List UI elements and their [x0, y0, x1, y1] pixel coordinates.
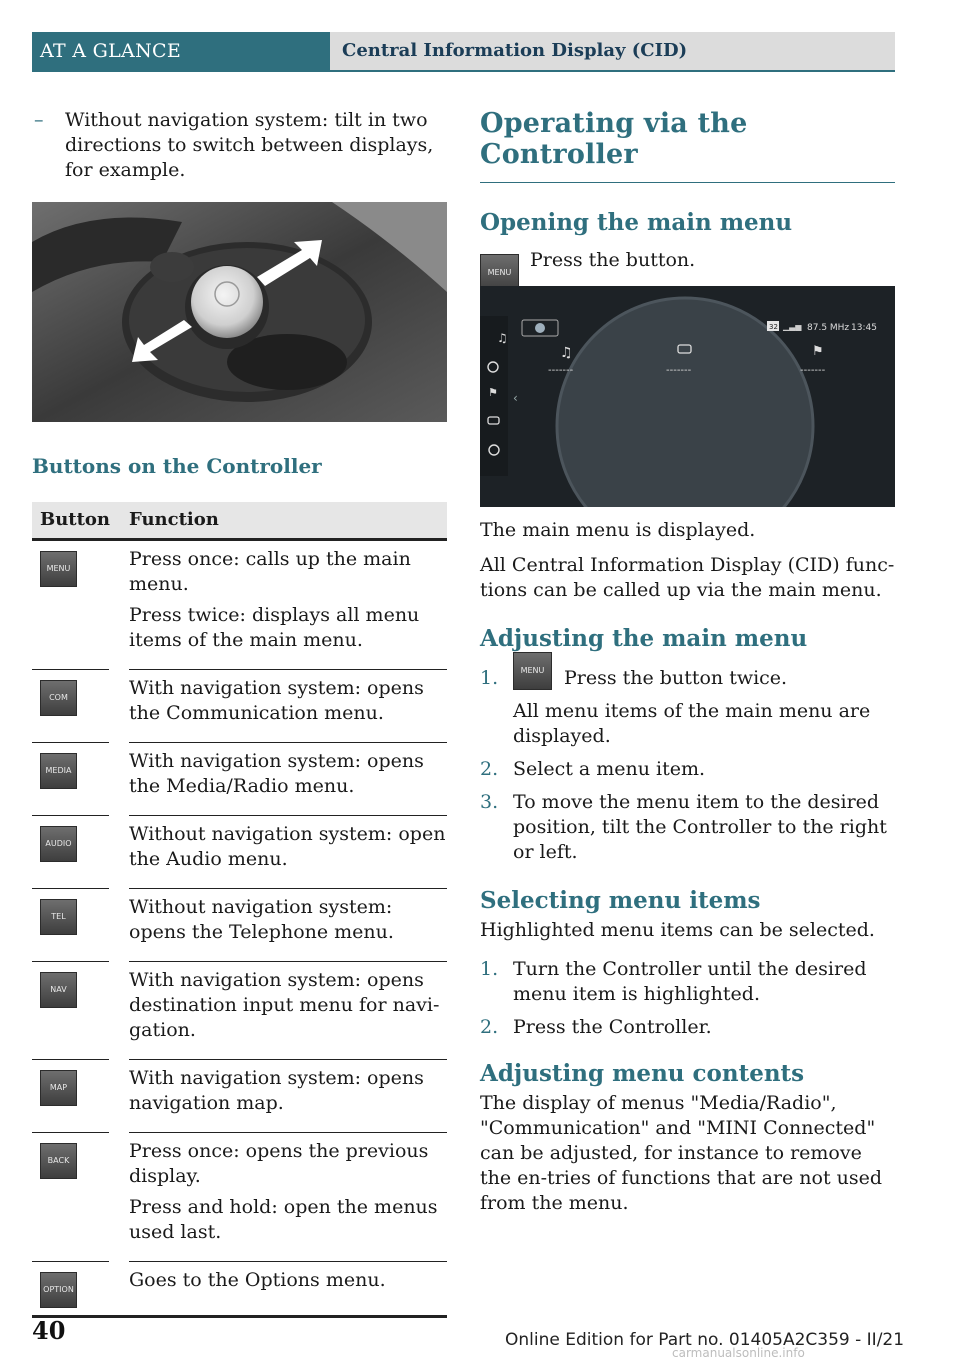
selecting-heading: Selecting menu items — [480, 887, 761, 914]
col-header-button: Button — [40, 509, 111, 530]
table-row — [32, 889, 447, 961]
step-text: Press the button twice. — [564, 667, 788, 689]
opening-heading: Opening the main menu — [480, 209, 793, 236]
dash-list-item — [32, 108, 447, 183]
dash-item-text: Without navigation system: tilt in two directions to switch between displays, for example. — [65, 109, 434, 181]
step-text: To move the menu item to the desired position, tilt the Controller to the right or left. — [513, 791, 887, 863]
buttons-heading — [32, 454, 322, 478]
dash-bullet: – — [34, 109, 44, 131]
flag-icon: ⚑ — [488, 386, 498, 399]
step-number: 2. — [480, 758, 499, 780]
table-row — [32, 743, 447, 815]
function-text: With navigation system: opens the Communication menu. — [129, 677, 424, 724]
nav-button-icon: NAV — [40, 972, 77, 1008]
option-button-icon: OPTION — [40, 1272, 77, 1308]
main-menu-screen — [480, 286, 895, 507]
step-text: Press the Controller. — [513, 1016, 712, 1038]
media-button-icon: MEDIA — [40, 753, 77, 789]
list-item — [480, 1015, 895, 1040]
controller-photo — [32, 202, 447, 422]
step-number: 3. — [480, 791, 499, 813]
after-screen-text: The main menu is displayed. — [480, 519, 756, 541]
function-text: With navigation system: opens navigation map. — [129, 1067, 424, 1114]
list-item — [480, 757, 895, 782]
table-row — [32, 541, 447, 669]
buttons-heading-text: Buttons on the Controller — [32, 454, 322, 478]
table-row — [32, 1133, 447, 1261]
after-screen-text: All Central Information Display (CID) func‐tions can be called up via the main menu. — [480, 554, 895, 601]
music-icon: ♫ — [560, 345, 573, 361]
clock-time: 13:45 — [851, 323, 877, 333]
right-column — [480, 108, 895, 292]
function-text: With navigation system: opens the Media/Radio menu. — [129, 750, 424, 797]
contents-heading: Adjusting menu contents — [480, 1060, 805, 1087]
main-menu-display — [480, 286, 895, 507]
left-column — [32, 108, 447, 183]
controller-illustration — [32, 202, 447, 422]
function-text: With navigation system: opens destination input menu for navi‐gation. — [129, 969, 440, 1041]
selecting-steps — [480, 957, 895, 1040]
function-text: Goes to the Options menu. — [129, 1269, 386, 1291]
step-number: 1. — [480, 667, 499, 689]
audio-button-icon: AUDIO — [40, 826, 77, 862]
music-icon: ♫ — [497, 331, 508, 345]
table-header-row — [32, 502, 447, 541]
table-bottom-rule — [32, 1315, 447, 1318]
menu-item-placeholder: ------- — [666, 365, 692, 376]
list-item — [480, 790, 895, 865]
step-number: 2. — [480, 1016, 499, 1038]
table-row — [32, 816, 447, 888]
signal-icon: ▁▃▅ — [783, 322, 802, 331]
table-row — [32, 670, 447, 742]
menu-item-placeholder: ------- — [548, 365, 574, 376]
function-text: Without navigation system: opens the Telephone menu. — [129, 896, 394, 943]
menu-item-placeholder: ------- — [800, 365, 826, 376]
selecting-intro: Highlighted menu items can be selected. — [480, 919, 875, 941]
menu-button-icon: MENU — [513, 652, 552, 690]
status-badge: 32 — [769, 323, 778, 331]
step-text: Turn the Controller until the desired menu item is highlighted. — [513, 958, 867, 1005]
table-row — [32, 1262, 447, 1309]
opening-text: Press the button. — [530, 249, 696, 271]
right-column-lower — [480, 518, 895, 1216]
page-header — [32, 32, 895, 70]
radio-frequency: 87.5 MHz — [807, 323, 850, 333]
watermark: carmanualsonline.info — [672, 1346, 805, 1360]
function-text: Press once: calls up the main menu. — [129, 548, 411, 595]
function-text: Press twice: displays all menu items of the main menu. — [129, 604, 420, 651]
col-header-function: Function — [129, 509, 219, 530]
contents-text: The display of menus "Media/Radio", "Communication" and "MINI Connected" can be adjusted, for instance to remove the en‐tries of functions that are not used from the menu. — [480, 1092, 883, 1214]
chevron-left-icon: ‹ — [513, 391, 518, 405]
buttons-table — [32, 502, 447, 1318]
list-item — [480, 666, 895, 749]
map-button-icon: MAP — [40, 1070, 77, 1106]
section-title: Operating via the Controller — [480, 108, 895, 183]
header-section: AT A GLANCE — [32, 32, 330, 70]
adjusting-heading: Adjusting the main menu — [480, 625, 808, 652]
edition-text: Online Edition for Part no. 01405A2C359 - II/21 — [505, 1330, 905, 1350]
adjusting-steps — [480, 666, 895, 865]
table-row — [32, 1060, 447, 1132]
flag-icon: ⚑ — [812, 344, 824, 359]
back-button-icon: BACK — [40, 1143, 77, 1179]
tel-button-icon: TEL — [40, 899, 77, 935]
list-item — [480, 957, 895, 1007]
step-text: Select a menu item. — [513, 758, 706, 780]
step-subtext: All menu items of the main menu are displayed. — [513, 700, 871, 747]
com-button-icon: COM — [40, 680, 77, 716]
function-text: Press and hold: open the menus used last. — [129, 1196, 438, 1243]
function-text: Press once: opens the previous display. — [129, 1140, 429, 1187]
header-rule — [32, 70, 895, 72]
function-text: Without navigation system: open the Audio menu. — [129, 823, 446, 870]
table-row — [32, 962, 447, 1059]
step-number: 1. — [480, 958, 499, 980]
menu-button-icon: MENU — [40, 551, 77, 587]
menu-button-icon: MENU — [480, 254, 519, 292]
header-title: Central Information Display (CID) — [330, 32, 895, 70]
page-number: 40 — [32, 1316, 66, 1345]
